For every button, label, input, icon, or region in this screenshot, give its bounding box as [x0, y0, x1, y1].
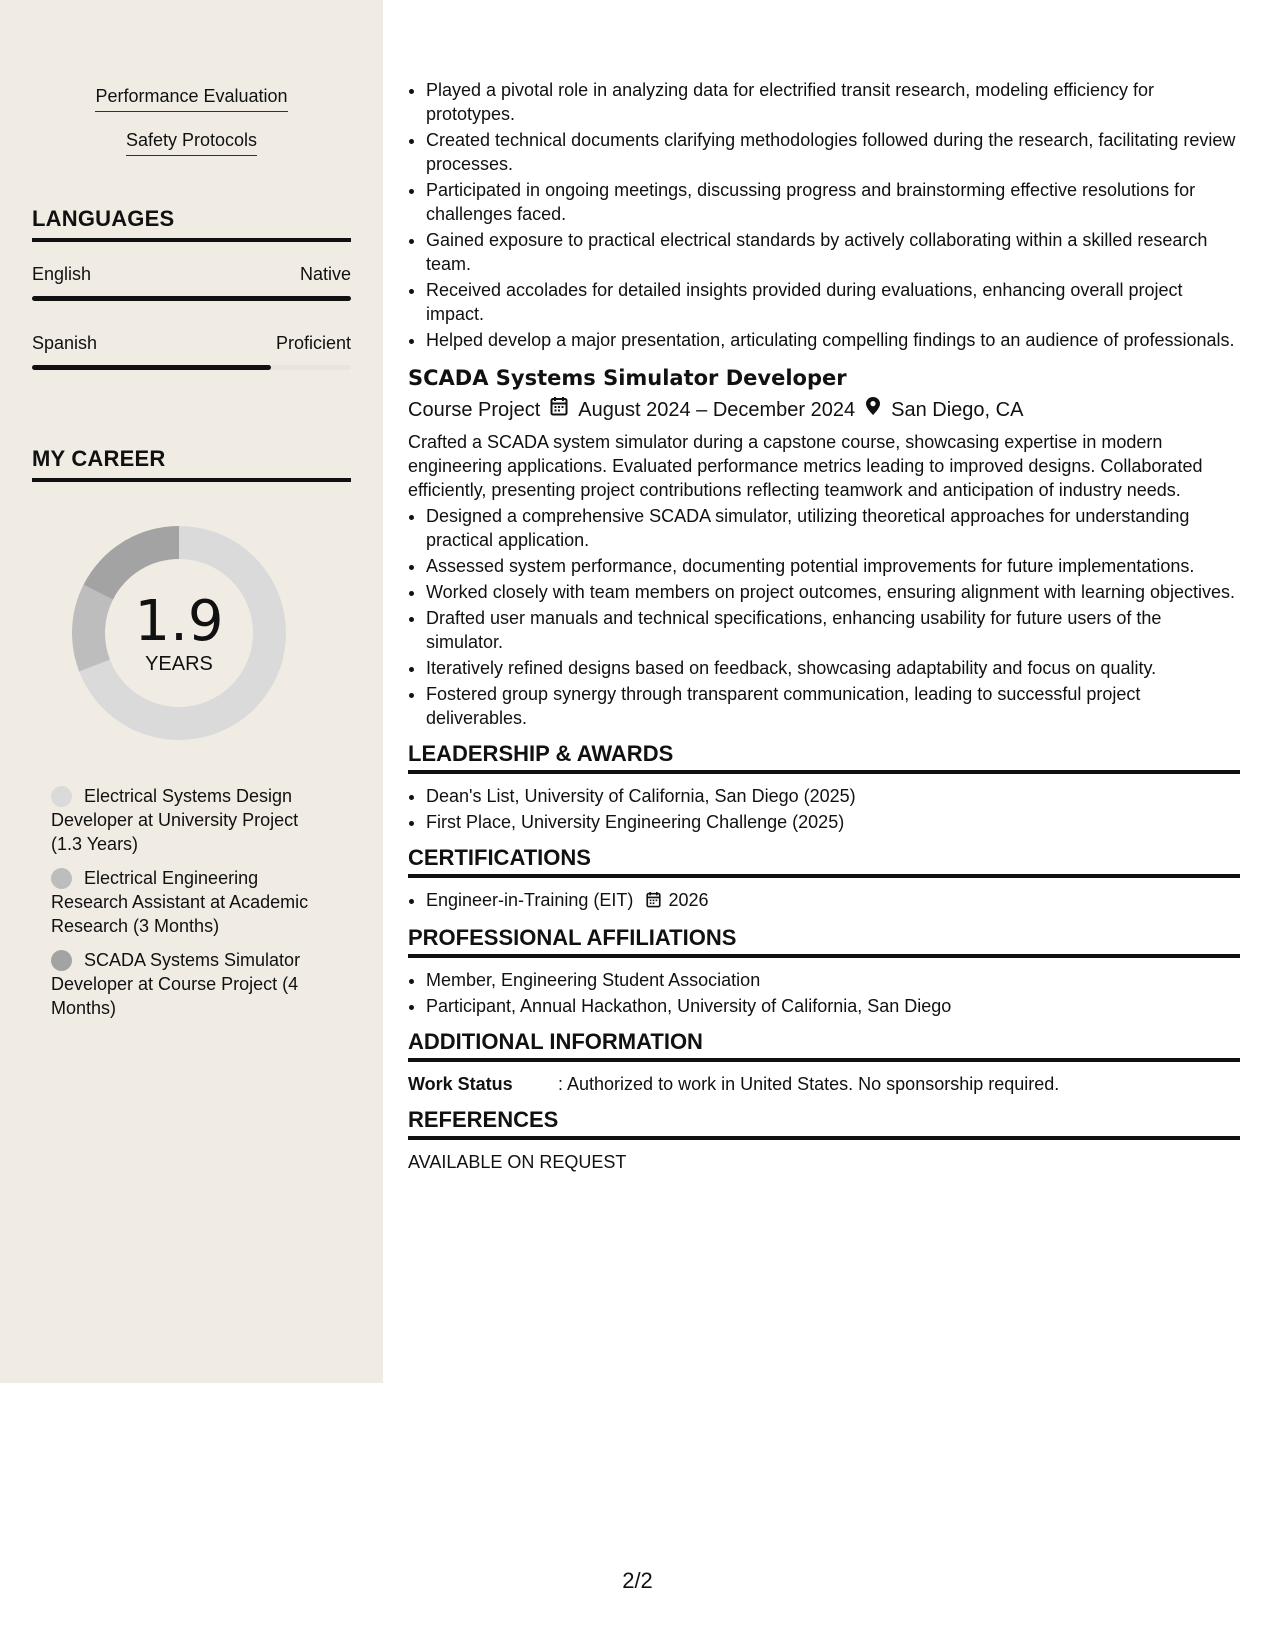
- list-item: • Fostered group synergy through transparent communication, leading to successful project deliverables.: [426, 682, 1240, 730]
- list-item: • Helped develop a major presentation, articulating compelling findings to an audience of professionals.: [426, 328, 1240, 352]
- list-item: • Worked closely with team members on project outcomes, ensuring alignment with learning objectives.: [426, 580, 1240, 604]
- intro-bullet-list: [408, 78, 1240, 352]
- leadership-list: [408, 784, 1240, 834]
- skill-item: Safety Protocols: [126, 128, 257, 156]
- list-item: • Designed a comprehensive SCADA simulator, utilizing theoretical approaches for understanding practical application.: [426, 504, 1240, 552]
- career-legend-item: [51, 866, 331, 938]
- certifications-list: [408, 888, 1240, 914]
- language-level: Native: [299, 264, 351, 284]
- career-total-value: 1.9: [134, 589, 224, 654]
- affiliations-heading: PROFESSIONAL AFFILIATIONS: [408, 926, 1240, 958]
- legend-dot: [51, 786, 72, 807]
- job-title: SCADA Systems Simulator Developer: [408, 366, 847, 390]
- job-dates: August 2024 – December 2024: [578, 399, 856, 421]
- main-content: [408, 78, 1240, 1174]
- legend-dot: [51, 868, 72, 889]
- calendar-icon: [646, 890, 661, 914]
- list-item: • First Place, University Engineering Challenge (2025): [426, 810, 1240, 834]
- list-item: • Participant, Annual Hackathon, University of California, San Diego: [426, 994, 1240, 1018]
- list-item: • Assessed system performance, documenting potential improvements for future implementations.: [426, 554, 1240, 578]
- additional-info-heading: ADDITIONAL INFORMATION: [408, 1030, 1240, 1062]
- certification-year: 2026: [668, 890, 709, 910]
- career-legend-item: [51, 948, 331, 1020]
- career-legend-label: SCADA Systems Simulator Developer at Course Project (4 Months): [51, 950, 301, 1018]
- list-item: • Gained exposure to practical electrical standards by actively collaborating within a skilled research team.: [426, 228, 1240, 276]
- references-heading: REFERENCES: [408, 1108, 1240, 1140]
- job-meta: [408, 396, 1240, 424]
- language-bar: [32, 296, 351, 301]
- calendar-icon: [550, 396, 568, 424]
- career-legend-item: [51, 784, 331, 856]
- career-donut-chart: [66, 520, 292, 746]
- language-bar-fill: [32, 365, 271, 370]
- career-legend-label: Electrical Engineering Research Assistant at Academic Research (3 Months): [51, 868, 309, 936]
- list-item: [426, 888, 1240, 914]
- language-bar-fill: [32, 296, 351, 301]
- list-item: • Played a pivotal role in analyzing data for electrified transit research, modeling efficiency for prototypes.: [426, 78, 1240, 126]
- list-item: • Received accolades for detailed insights provided during evaluations, enhancing overall project impact.: [426, 278, 1240, 326]
- list-item: • Participated in ongoing meetings, discussing progress and brainstorming effective resolutions for challenges faced.: [426, 178, 1240, 226]
- sidebar: [0, 0, 383, 1383]
- language-level: Proficient: [275, 333, 351, 353]
- job-location: San Diego, CA: [891, 399, 1024, 421]
- language-spanish: [32, 331, 351, 370]
- work-status-label: Work Status: [408, 1074, 513, 1094]
- language-name: Spanish: [32, 333, 98, 353]
- list-item: • Iteratively refined designs based on feedback, showcasing adaptability and focus on quality.: [426, 656, 1240, 680]
- affiliations-list: [408, 968, 1240, 1018]
- career-legend-label: Electrical Systems Design Developer at University Project (1.3 Years): [51, 786, 299, 854]
- legend-dot: [51, 950, 72, 971]
- career-heading: MY CAREER: [32, 446, 351, 482]
- references-text: AVAILABLE ON REQUEST: [408, 1152, 627, 1172]
- work-status-value: : Authorized to work in United States. No sponsorship required.: [558, 1074, 1060, 1094]
- list-item: • Created technical documents clarifying methodologies followed during the research, facilitating review processes.: [426, 128, 1240, 176]
- language-name: English: [32, 264, 92, 284]
- list-item: • Dean's List, University of California, San Diego (2025): [426, 784, 1240, 808]
- language-english: [32, 262, 351, 301]
- job-bullet-list: [408, 504, 1240, 730]
- career-total-unit: YEARS: [145, 653, 213, 675]
- certification-name: Engineer-in-Training (EIT): [426, 890, 634, 910]
- leadership-heading: LEADERSHIP & AWARDS: [408, 742, 1240, 774]
- job-company: Course Project: [408, 399, 541, 421]
- list-item: • Drafted user manuals and technical specifications, enhancing usability for future users of the simulator.: [426, 606, 1240, 654]
- language-bar: [32, 365, 351, 370]
- work-status-row: [408, 1072, 1240, 1096]
- skill-item: Performance Evaluation: [95, 84, 287, 112]
- location-pin-icon: [865, 396, 881, 424]
- job-summary: Crafted a SCADA system simulator during a capstone course, showcasing expertise in modern engineering applications. Evaluated performance metrics leading to improved designs. Collaborated efficiently, presenting project contributions reflecting teamwork and anticipation of industry needs.: [408, 432, 1203, 500]
- list-item: • Member, Engineering Student Association: [426, 968, 1240, 992]
- languages-heading: LANGUAGES: [32, 206, 351, 242]
- page-number: 2/2: [622, 1568, 653, 1593]
- certifications-heading: CERTIFICATIONS: [408, 846, 1240, 878]
